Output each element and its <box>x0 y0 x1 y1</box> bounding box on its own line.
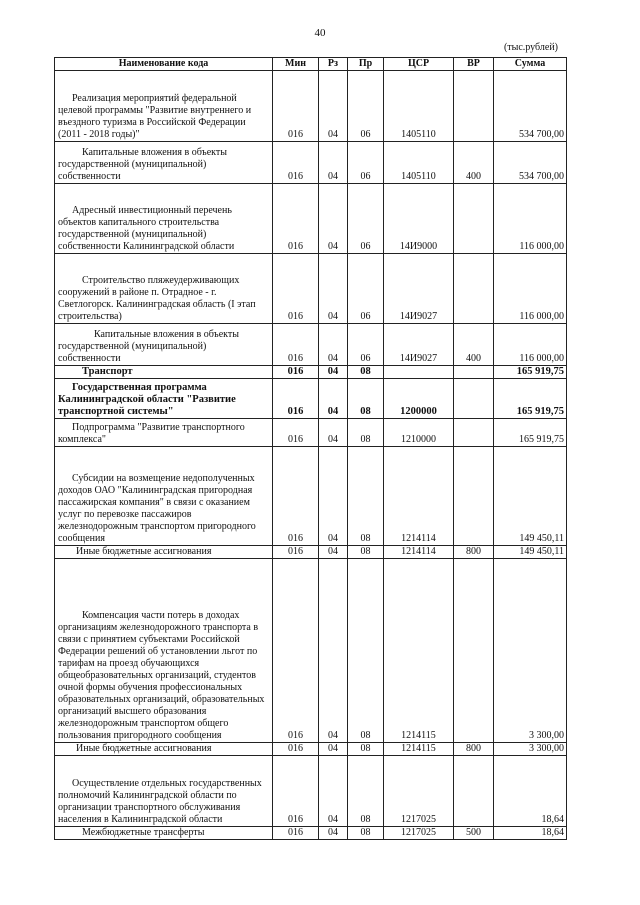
row-pr: 08 <box>348 546 384 559</box>
row-sum: 3 300,00 <box>494 559 567 743</box>
row-vr: 400 <box>454 142 494 184</box>
row-csr: 14И9027 <box>384 324 454 366</box>
row-min: 016 <box>273 366 319 379</box>
row-min: 016 <box>273 142 319 184</box>
row-rz: 04 <box>319 142 348 184</box>
row-csr: 1214114 <box>384 546 454 559</box>
table-row <box>55 142 567 184</box>
header-min: Мин <box>273 58 319 71</box>
table-row <box>55 756 567 827</box>
row-name: Межбюджетные трансферты <box>55 827 273 840</box>
header-vr: ВР <box>454 58 494 71</box>
row-vr: 400 <box>454 324 494 366</box>
row-name: Компенсация части потерь в доходах организациям железнодорожного транспорта в связи с принятием субъектами Российской Федерации решений об установлении льгот по тарифам на проезд обучающихся общеобразовательных организаций, студентов очной формы обучения профессиональных образовательных организаций, образовательных организаций высшего образования железнодорожным транспортом общего пользования пригородного сообщения <box>55 559 273 743</box>
row-rz: 04 <box>319 447 348 546</box>
row-rz: 04 <box>319 184 348 254</box>
header-csr: ЦСР <box>384 58 454 71</box>
row-name: Иные бюджетные ассигнования <box>55 546 273 559</box>
row-name: Капитальные вложения в объекты государственной (муниципальной) собственности <box>55 142 273 184</box>
row-pr: 08 <box>348 447 384 546</box>
row-sum: 165 919,75 <box>494 379 567 419</box>
row-sum: 149 450,11 <box>494 546 567 559</box>
budget-table <box>54 57 567 840</box>
row-csr: 14И9027 <box>384 254 454 324</box>
table-row <box>55 559 567 743</box>
row-min: 016 <box>273 559 319 743</box>
row-sum: 116 000,00 <box>494 324 567 366</box>
row-csr: 1210000 <box>384 419 454 447</box>
row-min: 016 <box>273 546 319 559</box>
row-min: 016 <box>273 71 319 142</box>
row-name: Осуществление отдельных государственных полномочий Калининградской области по организации транспортного обслуживания населения в Калининградской области <box>55 756 273 827</box>
row-pr: 06 <box>348 71 384 142</box>
table-row <box>55 743 567 756</box>
row-name: Реализация мероприятий федеральной целевой программы "Развитие внутреннего и въездного туризма в Российской Федерации (2011 - 2018 годы)" <box>55 71 273 142</box>
row-rz: 04 <box>319 324 348 366</box>
row-rz: 04 <box>319 827 348 840</box>
row-sum: 149 450,11 <box>494 447 567 546</box>
row-pr: 06 <box>348 184 384 254</box>
row-pr: 08 <box>348 743 384 756</box>
row-vr <box>454 366 494 379</box>
row-min: 016 <box>273 827 319 840</box>
row-pr: 08 <box>348 419 384 447</box>
row-rz: 04 <box>319 756 348 827</box>
row-csr: 1405110 <box>384 71 454 142</box>
row-vr <box>454 379 494 419</box>
row-sum: 18,64 <box>494 827 567 840</box>
row-pr: 08 <box>348 756 384 827</box>
table-row <box>55 184 567 254</box>
table-row <box>55 419 567 447</box>
row-vr <box>454 419 494 447</box>
row-sum: 534 700,00 <box>494 71 567 142</box>
row-csr: 1217025 <box>384 756 454 827</box>
row-rz: 04 <box>319 254 348 324</box>
header-pr: Пр <box>348 58 384 71</box>
row-pr: 06 <box>348 324 384 366</box>
row-sum: 165 919,75 <box>494 366 567 379</box>
row-min: 016 <box>273 419 319 447</box>
row-name: Адресный инвестиционный перечень объектов капитального строительства государственной (муниципальной) собственности Калининградской области <box>55 184 273 254</box>
row-min: 016 <box>273 756 319 827</box>
row-rz: 04 <box>319 379 348 419</box>
row-rz: 04 <box>319 546 348 559</box>
table-header-row <box>55 58 567 71</box>
table-row <box>55 366 567 379</box>
row-min: 016 <box>273 324 319 366</box>
row-sum: 18,64 <box>494 756 567 827</box>
row-name: Субсидии на возмещение недополученных доходов ОАО "Калининградская пригородная пассажирская компания" в связи с оказанием услуг по перевозке пассажиров железнодорожным транспортом пригородного сообщения <box>55 447 273 546</box>
row-sum: 116 000,00 <box>494 254 567 324</box>
row-vr <box>454 184 494 254</box>
row-min: 016 <box>273 743 319 756</box>
row-vr: 500 <box>454 827 494 840</box>
row-sum: 116 000,00 <box>494 184 567 254</box>
row-csr: 1214114 <box>384 447 454 546</box>
row-csr: 1214115 <box>384 743 454 756</box>
table-body <box>55 71 567 840</box>
row-vr <box>454 71 494 142</box>
row-csr: 1200000 <box>384 379 454 419</box>
row-min: 016 <box>273 379 319 419</box>
row-vr <box>454 254 494 324</box>
table-row <box>55 71 567 142</box>
row-rz: 04 <box>319 743 348 756</box>
row-csr: 1214115 <box>384 559 454 743</box>
row-pr: 08 <box>348 379 384 419</box>
table-row <box>55 324 567 366</box>
row-sum: 534 700,00 <box>494 142 567 184</box>
row-name: Транспорт <box>55 366 273 379</box>
row-name: Подпрограмма "Развитие транспортного комплекса" <box>55 419 273 447</box>
header-rz: Рз <box>319 58 348 71</box>
row-rz: 04 <box>319 419 348 447</box>
row-min: 016 <box>273 184 319 254</box>
row-sum: 3 300,00 <box>494 743 567 756</box>
page-number: 40 <box>314 27 326 39</box>
row-pr: 08 <box>348 366 384 379</box>
row-rz: 04 <box>319 366 348 379</box>
header-name: Наименование кода <box>55 58 273 71</box>
row-name: Строительство пляжеудерживающих сооружений в районе п. Отрадное - г. Светлогорск. Калининградская область (I этап строительства) <box>55 254 273 324</box>
row-sum: 165 919,75 <box>494 419 567 447</box>
row-csr: 1217025 <box>384 827 454 840</box>
row-vr: 800 <box>454 743 494 756</box>
row-name: Государственная программа Калининградской области "Развитие транспортной системы" <box>55 379 273 419</box>
row-pr: 08 <box>348 827 384 840</box>
table-row <box>55 447 567 546</box>
table-row <box>55 379 567 419</box>
table-row <box>55 827 567 840</box>
table-row <box>55 254 567 324</box>
row-vr <box>454 756 494 827</box>
row-csr: 1405110 <box>384 142 454 184</box>
row-vr: 800 <box>454 546 494 559</box>
row-rz: 04 <box>319 71 348 142</box>
row-name: Иные бюджетные ассигнования <box>55 743 273 756</box>
row-csr <box>384 366 454 379</box>
row-pr: 08 <box>348 559 384 743</box>
row-pr: 06 <box>348 142 384 184</box>
table-row <box>55 546 567 559</box>
units-label: (тыс.рублей) <box>503 42 558 53</box>
row-min: 016 <box>273 254 319 324</box>
row-name: Капитальные вложения в объекты государственной (муниципальной) собственности <box>55 324 273 366</box>
row-rz: 04 <box>319 559 348 743</box>
row-vr <box>454 447 494 546</box>
row-csr: 14И9000 <box>384 184 454 254</box>
row-min: 016 <box>273 447 319 546</box>
row-pr: 06 <box>348 254 384 324</box>
header-sum: Сумма <box>494 58 567 71</box>
row-vr <box>454 559 494 743</box>
